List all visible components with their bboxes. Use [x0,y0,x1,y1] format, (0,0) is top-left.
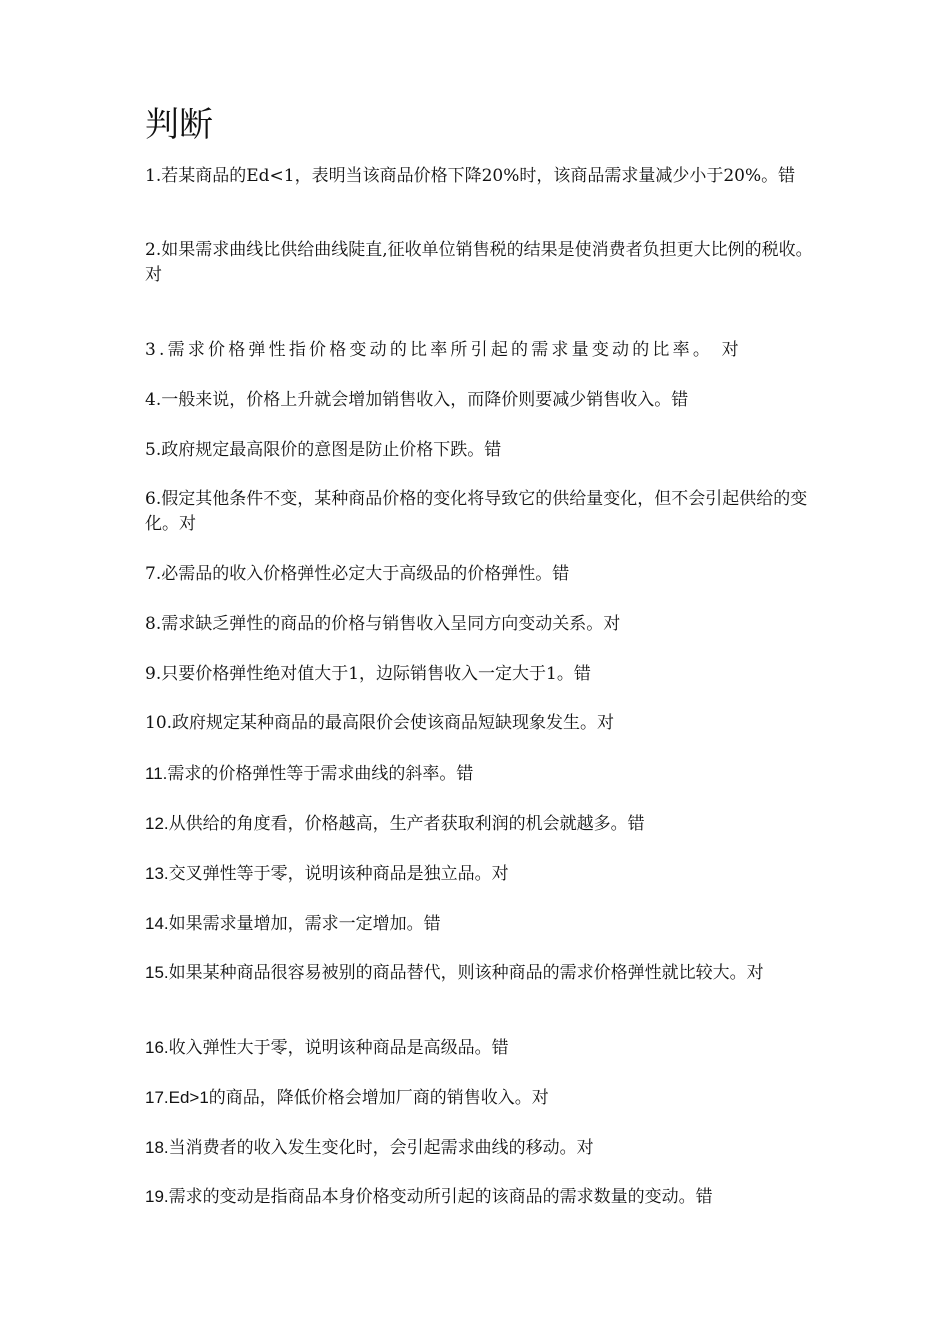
question-11: 11.需求的价格弹性等于需求曲线的斜率。错 [145,764,474,783]
question-5: 5.政府规定最高限价的意图是防止价格下跌。错 [145,440,502,460]
question-4: 4.一般来说，价格上升就会增加销售收入，而降价则要减少销售收入。错 [145,390,689,410]
question-7: 7.必需品的收入价格弹性必定大于高级品的价格弹性。错 [145,564,570,584]
question-19: 19.需求的变动是指商品本身价格变动所引起的该商品的需求数量的变动。错 [145,1187,713,1206]
question-10: 10.政府规定某种商品的最高限价会使该商品短缺现象发生。对 [145,713,615,733]
question-8: 8.需求缺乏弹性的商品的价格与销售收入呈同方向变动关系。对 [145,614,621,634]
question-14: 14.如果需求量增加，需求一定增加。错 [145,914,441,933]
question-9: 9.只要价格弹性绝对值大于1，边际销售收入一定大于1。错 [145,664,591,684]
question-2: 2.如果需求曲线比供给曲线陡直,征收单位销售税的结果是使消费者负担更大比例的税收。对 [145,240,813,285]
question-17: 17.Ed>1的商品，降低价格会增加厂商的销售收入。对 [145,1088,549,1107]
question-1: 1.若某商品的Ed<1，表明当该商品价格下降20%时，该商品需求量减少小于20%。错 [145,166,796,186]
question-15: 15.如果某种商品很容易被别的商品替代，则该种商品的需求价格弹性就比较大。对 [145,963,764,982]
question-12: 12.从供给的角度看，价格越高，生产者获取利润的机会就越多。错 [145,814,645,833]
question-3: 3.需求价格弹性指价格变动的比率所引起的需求量变动的比率。 对 [145,340,742,360]
page-title: 判断 [145,105,213,145]
question-6: 6.假定其他条件不变，某种商品价格的变化将导致它的供给量变化，但不会引起供给的变化。对 [145,489,808,534]
question-16: 16.收入弹性大于零，说明该种商品是高级品。错 [145,1038,509,1057]
question-18: 18.当消费者的收入发生变化时，会引起需求曲线的移动。对 [145,1138,594,1157]
question-13: 13.交叉弹性等于零，说明该种商品是独立品。对 [145,864,509,883]
